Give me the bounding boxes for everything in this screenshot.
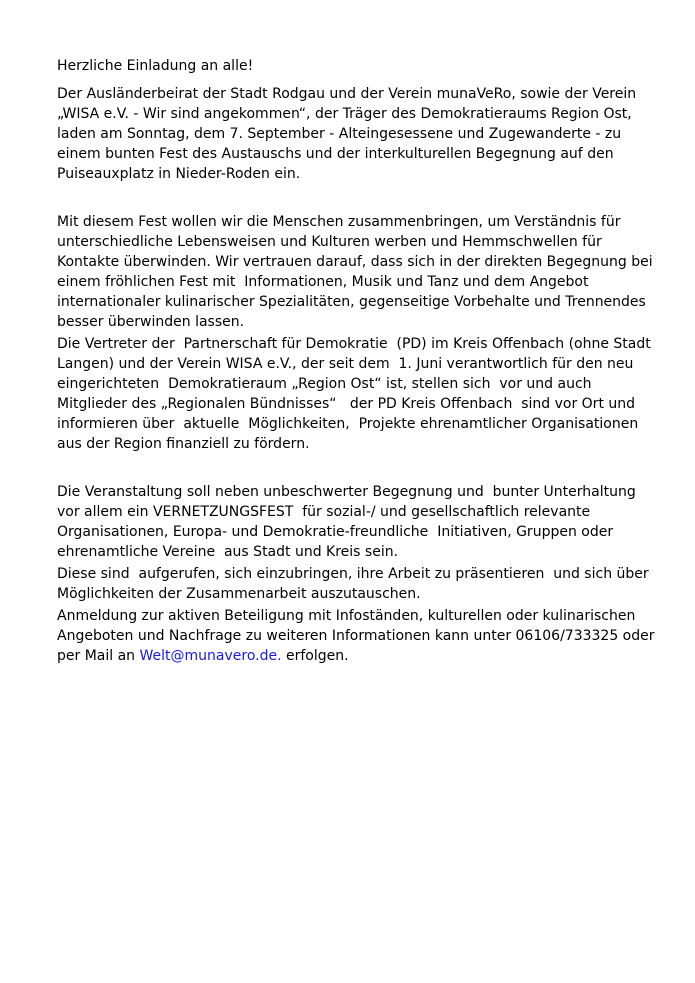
paragraph-line: Die Veranstaltung soll neben unbeschwerter Begegnung und bunter Unterhaltung <box>57 484 636 500</box>
paragraph-line: eingerichteten Demokratieraum „Region Ost“ ist, stellen sich vor und auch <box>57 376 592 392</box>
paragraph-registration <box>57 606 657 666</box>
paragraph-line: Der Ausländerbeirat der Stadt Rodgau und der Verein munaVeRo, sowie der Verein <box>57 86 637 102</box>
mail-suffix-text: erfolgen. <box>281 648 349 664</box>
paragraph-line: Möglichkeiten der Zusammenarbeit auszutauschen. <box>57 586 421 602</box>
paragraph-line: Puiseauxplatz in Nieder-Roden ein. <box>57 166 301 182</box>
paragraph-representatives <box>57 334 657 454</box>
document-page <box>57 56 657 666</box>
paragraph-line: Die Vertreter der Partnerschaft für Demokratie (PD) im Kreis Offenbach (ohne Stadt <box>57 336 651 352</box>
spacer <box>57 76 657 84</box>
paragraph-line: einem bunten Fest des Austauschs und der interkulturellen Begegnung auf den <box>57 146 614 162</box>
paragraph-line: Anmeldung zur aktiven Beteiligung mit Infoständen, kulturellen oder kulinarischen <box>57 608 636 624</box>
paragraph-line: Kontakte überwinden. Wir vertrauen darauf, dass sich in der direkten Begegnung bei <box>57 254 653 270</box>
paragraph-line: Mitglieder des „Regionalen Bündnisses“ der PD Kreis Offenbach sind vor Ort und <box>57 396 636 412</box>
paragraph-line: besser überwinden lassen. <box>57 314 245 330</box>
paragraph-invitation <box>57 84 657 184</box>
spacer <box>57 184 657 212</box>
paragraph-line: laden am Sonntag, dem 7. September - Alteingesessene und Zugewanderte - zu <box>57 126 622 142</box>
spacer <box>57 454 657 482</box>
paragraph-line: informieren über aktuelle Möglichkeiten, Projekte ehrenamtlicher Organisationen <box>57 416 639 432</box>
mail-prefix-text: per Mail an <box>57 648 140 664</box>
paragraph-line: vor allem ein VERNETZUNGSFEST für sozial-/ und gesellschaftlich relevante <box>57 504 591 520</box>
paragraph-purpose <box>57 212 657 332</box>
paragraph-line: unterschiedliche Lebensweisen und Kulturen werben und Hemmschwellen für <box>57 234 602 250</box>
paragraph-line: aus der Region finanziell zu fördern. <box>57 436 310 452</box>
paragraph-line: Mit diesem Fest wollen wir die Menschen zusammenbringen, um Verständnis für <box>57 214 621 230</box>
paragraph-line: Organisationen, Europa- und Demokratie-freundliche Initiativen, Gruppen oder <box>57 524 614 540</box>
paragraph-call-to-action <box>57 564 657 604</box>
paragraph-networking <box>57 482 657 562</box>
paragraph-line: „WISA e.V. - Wir sind angekommen“, der Träger des Demokratieraums Region Ost, <box>57 106 632 122</box>
paragraph-line: Diese sind aufgerufen, sich einzubringen, ihre Arbeit zu präsentieren und sich über <box>57 566 649 582</box>
email-link[interactable]: Welt@munavero.de. <box>139 648 282 664</box>
greeting-heading: Herzliche Einladung an alle! <box>57 58 254 74</box>
registration-last-line <box>57 646 657 666</box>
paragraph-line: internationaler kulinarischer Spezialitäten, gegenseitige Vorbehalte und Trennendes <box>57 294 646 310</box>
paragraph-line: Angeboten und Nachfrage zu weiteren Informationen kann unter 06106/733325 oder <box>57 628 655 644</box>
paragraph-line: ehrenamtliche Vereine aus Stadt und Kreis sein. <box>57 544 399 560</box>
paragraph-line: einem fröhlichen Fest mit Informationen, Musik und Tanz und dem Angebot <box>57 274 589 290</box>
paragraph-line: Langen) und der Verein WISA e.V., der seit dem 1. Juni verantwortlich für den neu <box>57 356 634 372</box>
